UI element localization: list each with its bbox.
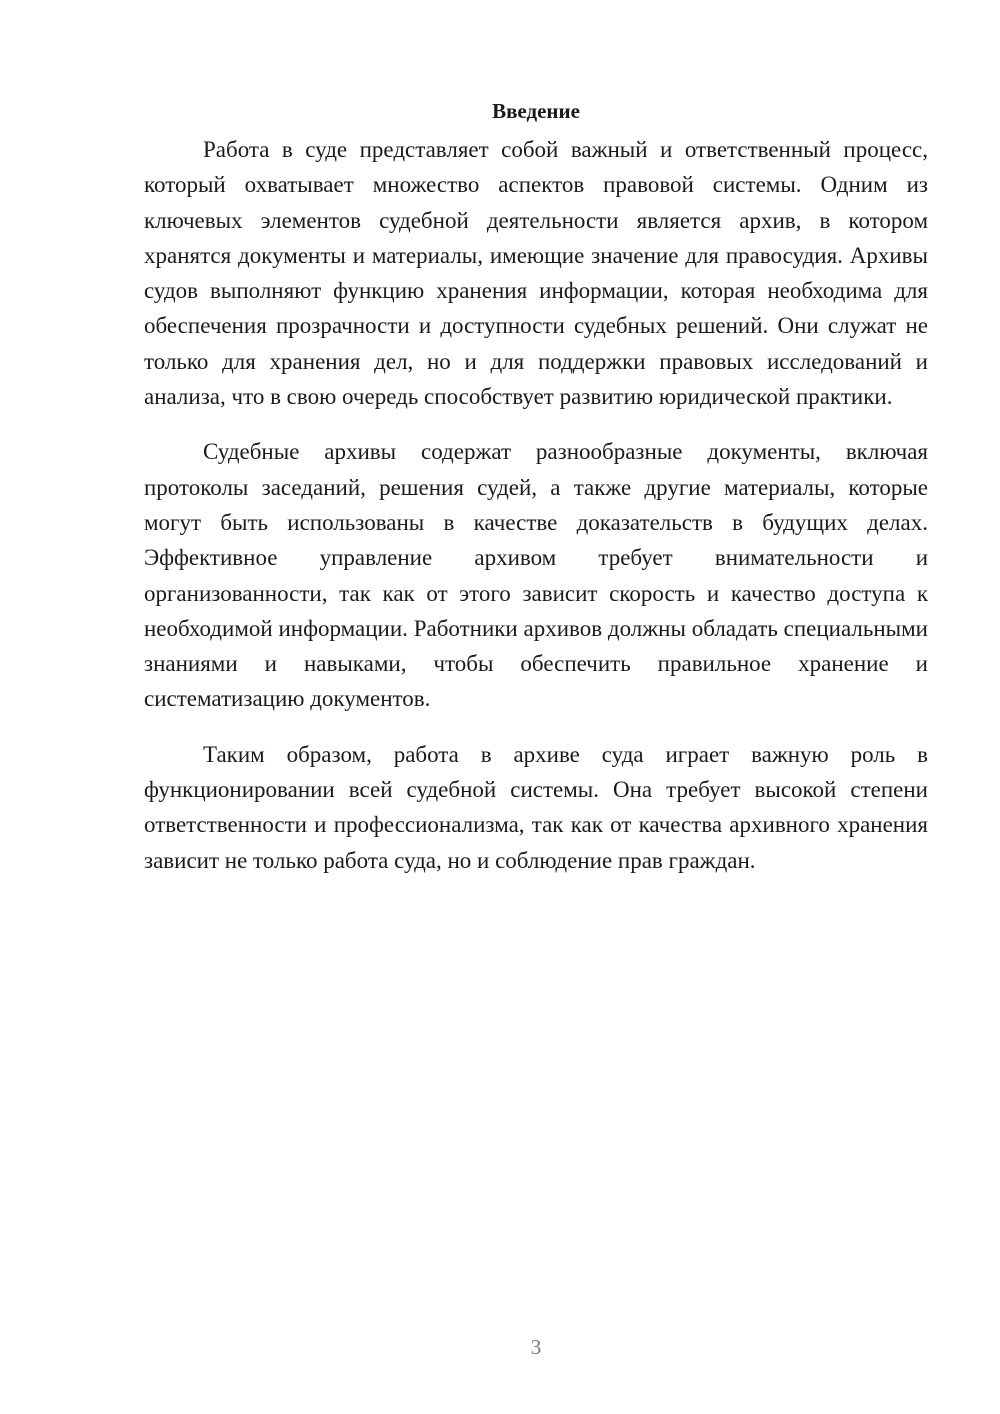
page-number: 3 [530,1335,542,1359]
page-content [144,96,928,878]
paragraph-2: Судебные архивы содержат разнообразные документы, включая протоколы заседаний, решения судей, а также другие материалы, которые могут быть использованы в качестве доказательств в будущих делах. Эффективное управление архивом требует внимательности и организованности, так как от этого зависит скорость и качество доступа к необходимой информации. Работники архивов должны обладать специальными знаниями и навыками, чтобы обеспечить правильное хранение и систематизацию документов. [144,439,928,712]
paragraph-1: Работа в суде представляет собой важный и ответственный процесс, который охватывает множество аспектов правовой системы. Одним из ключевых элементов судебной деятельности является архив, в котором хранятся документы и материалы, имеющие значение для правосудия. Архивы судов выполняют функцию хранения информации, которая необходима для обеспечения прозрачности и доступности судебных решений. Они служат не только для хранения дел, но и для поддержки правовых исследований и анализа, что в свою очередь способствует развитию юридической практики. [144,137,928,410]
section-title: Введение [492,99,580,123]
paragraph-3: Таким образом, работа в архиве суда играет важную роль в функционировании всей судебной системы. Она требует высокой степени ответственности и профессионализма, так как от качества архивного хранения зависит не только работа суда, но и соблюдение прав граждан. [144,741,928,873]
